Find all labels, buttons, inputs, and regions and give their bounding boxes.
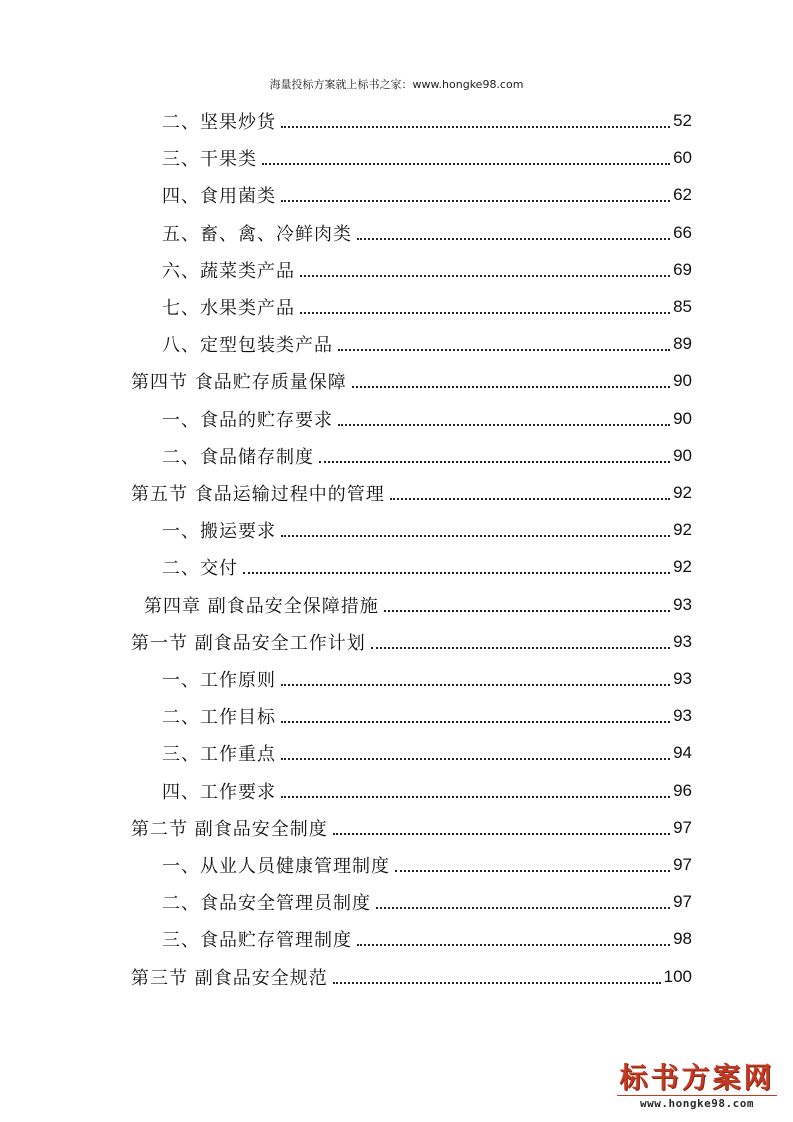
toc-page-number: 96 (673, 780, 692, 800)
toc-entry-title: 七、水果类产品 (162, 298, 295, 319)
toc-page-number: 90 (673, 371, 692, 391)
toc-leader-dots (319, 461, 670, 463)
toc-entry-title: 二、食品安全管理员制度 (162, 893, 371, 915)
toc-entry-title: 第三节 副食品安全规范 (131, 967, 328, 989)
toc-page-number: 60 (673, 148, 692, 168)
toc-leader-dots (338, 424, 670, 426)
toc-leader-dots (262, 163, 670, 165)
toc-entry-title: 第四节 食品贮存质量保障 (131, 372, 347, 394)
toc-page-number: 90 (673, 408, 692, 428)
toc-entry[interactable] (162, 698, 692, 734)
toc-entry[interactable] (162, 549, 692, 585)
toc-leader-dots (281, 796, 670, 798)
toc-leader-dots (390, 498, 670, 500)
toc-leader-dots (376, 907, 670, 909)
toc-leader-dots (281, 200, 670, 202)
toc-entry[interactable] (162, 773, 692, 809)
toc-entry-title: 八、定型包装类产品 (162, 335, 333, 357)
toc-page-number: 100 (663, 966, 692, 986)
toc-leader-dots (281, 721, 670, 723)
toc-page-number: 98 (673, 929, 692, 949)
toc-entry[interactable] (162, 735, 692, 771)
toc-entry[interactable] (162, 177, 692, 213)
toc-entry[interactable] (131, 624, 692, 660)
toc-leader-dots (352, 386, 670, 388)
toc-entry-title: 二、工作目标 (162, 707, 276, 729)
toc-page-number: 93 (673, 594, 692, 614)
toc-entry-title: 第四章 副食品安全保障措施 (144, 595, 379, 617)
toc-entry[interactable] (162, 326, 692, 362)
toc-entry[interactable] (162, 140, 692, 176)
toc-entry[interactable] (144, 587, 692, 623)
toc-page-number: 92 (673, 557, 692, 577)
toc-page-number: 85 (673, 297, 692, 316)
toc-entry-title: 二、食品储存制度 (162, 446, 314, 468)
toc-leader-dots (333, 982, 661, 984)
toc-page-number: 62 (673, 185, 692, 205)
toc-entry-title: 第五节 食品运输过程中的管理 (131, 484, 385, 505)
toc-entry[interactable] (162, 289, 692, 325)
toc-entry-title: 三、工作重点 (162, 744, 276, 766)
toc-entry[interactable] (162, 103, 692, 139)
page-header: 海量投标方案就上标书之家：www.hongke98.com (269, 78, 524, 91)
toc-entry-title: 一、搬运要求 (162, 521, 276, 543)
toc-entry[interactable] (131, 475, 692, 511)
toc-leader-dots (300, 275, 670, 277)
toc-leader-dots (333, 833, 670, 835)
toc-leader-dots (281, 684, 670, 686)
site-watermark-logo (617, 1061, 777, 1110)
watermark-title: 标书方案网 (619, 1061, 775, 1094)
toc-entry[interactable] (162, 847, 692, 883)
toc-entry-title: 一、工作原则 (162, 670, 276, 691)
toc-leader-dots (281, 126, 670, 128)
toc-entry[interactable] (131, 363, 692, 399)
toc-leader-dots (338, 349, 670, 351)
toc-leader-dots (371, 647, 670, 649)
toc-entry-title: 三、干果类 (162, 149, 257, 171)
toc-entry[interactable] (162, 884, 692, 920)
toc-page-number: 90 (673, 445, 692, 465)
toc-entry[interactable] (162, 252, 692, 288)
toc-page-number: 89 (673, 334, 692, 354)
toc-entry-title: 二、交付 (162, 558, 238, 580)
toc-page-number: 93 (673, 669, 692, 688)
toc-entry-title: 四、工作要求 (162, 781, 276, 803)
toc-page-number: 97 (673, 817, 692, 837)
toc-entry-title: 第二节 副食品安全制度 (131, 818, 328, 840)
toc-leader-dots (384, 610, 670, 612)
toc-entry[interactable] (131, 810, 692, 846)
toc-leader-dots (243, 572, 670, 574)
toc-leader-dots (357, 944, 670, 946)
toc-entry[interactable] (162, 215, 692, 251)
toc-page-number: 52 (673, 111, 692, 130)
toc-entry-title: 四、食用菌类 (162, 186, 276, 208)
toc-entry-title: 二、坚果炒货 (162, 112, 276, 133)
watermark-url: www.hongke98.com (617, 1095, 777, 1110)
toc-entry[interactable] (162, 401, 692, 437)
toc-entry-title: 六、蔬菜类产品 (162, 260, 295, 282)
toc-page-number: 93 (673, 631, 692, 651)
toc-entry-title: 五、畜、禽、冷鲜肉类 (162, 223, 352, 245)
toc-page-number: 92 (673, 483, 692, 502)
toc-leader-dots (357, 238, 670, 240)
toc-leader-dots (300, 312, 670, 314)
toc-page-number: 97 (673, 892, 692, 912)
toc-entry[interactable] (131, 959, 692, 995)
toc-entry[interactable] (162, 512, 692, 548)
toc-entry-title: 第一节 副食品安全工作计划 (131, 632, 366, 654)
toc-page-number: 66 (673, 222, 692, 242)
toc-page-number: 93 (673, 706, 692, 726)
toc-leader-dots (281, 758, 670, 760)
toc-entry[interactable] (162, 921, 692, 957)
toc-page-number: 94 (673, 743, 692, 763)
toc-entry[interactable] (162, 661, 692, 697)
toc-page-number: 97 (673, 855, 692, 874)
toc-leader-dots (281, 535, 670, 537)
toc-entry[interactable] (162, 438, 692, 474)
toc-entry-title: 三、食品贮存管理制度 (162, 930, 352, 952)
toc-entry-title: 一、从业人员健康管理制度 (162, 856, 390, 877)
toc-leader-dots (395, 870, 670, 872)
toc-page-number: 69 (673, 259, 692, 279)
toc-entry-title: 一、食品的贮存要求 (162, 409, 333, 431)
toc-page-number: 92 (673, 520, 692, 540)
